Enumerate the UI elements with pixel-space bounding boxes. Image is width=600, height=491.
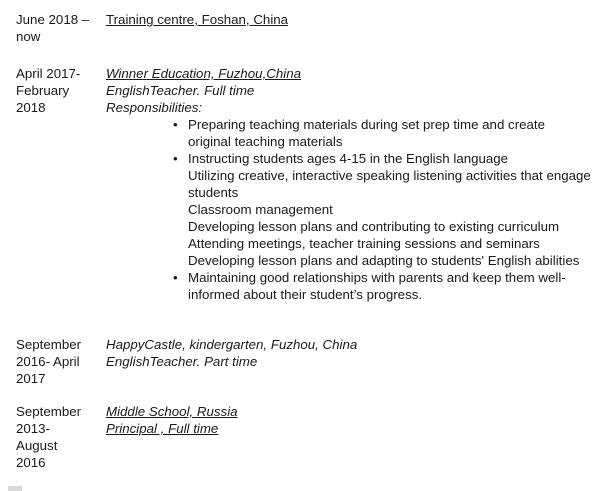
page-edge-mark [8,486,22,491]
bullet-text: • Instructing students ages 4-15 in the English language [188,151,509,166]
bullet-subline: Attending meetings, teacher training sessions and seminars [188,236,540,251]
entry-employer: HappyCastle, kindergarten, Fuzhou, China [106,337,358,352]
entry-role: EnglishTeacher. Full time [106,83,255,98]
bullet-text: • Preparing teaching materials during set prep time and create original teaching materials [188,117,545,149]
entry-employer: Winner Education, Fuzhou,China [106,66,302,81]
entry-employer: Middle School, Russia [106,404,238,419]
list-item [173,116,591,150]
entry-details [106,336,596,370]
entry-date: September 2013- August 2016 [16,404,82,470]
list-item [173,269,591,303]
entry-details [106,65,596,303]
entry-role: Principal , Full time [106,421,219,436]
bullet-subline: Developing lesson plans and contributing to existing curriculum [188,219,560,234]
entry-details [106,403,596,437]
entry-date: September 2016- April 2017 [16,337,82,386]
entry-details [106,11,596,28]
entry-employer: Training centre, Foshan, China [106,12,289,27]
entry-role: EnglishTeacher. Part time [106,354,258,369]
responsibilities-list [173,116,591,303]
bullet-subline: Developing lesson plans and adapting to students' English abilities [188,253,580,268]
entry-date: June 2018 – now [16,12,90,44]
bullet-text: • Maintaining good relationships with parents and keep them well-informed about their student’s progress. [188,270,566,302]
bullet-subline: Utilizing creative, interactive speaking listening activities that engage students [188,168,591,200]
bullet-subline: Classroom management [188,202,333,217]
list-item [173,150,591,269]
entry-date: April 2017- February 2018 [16,66,81,115]
responsibilities-heading: Responsibilities: [106,100,203,115]
